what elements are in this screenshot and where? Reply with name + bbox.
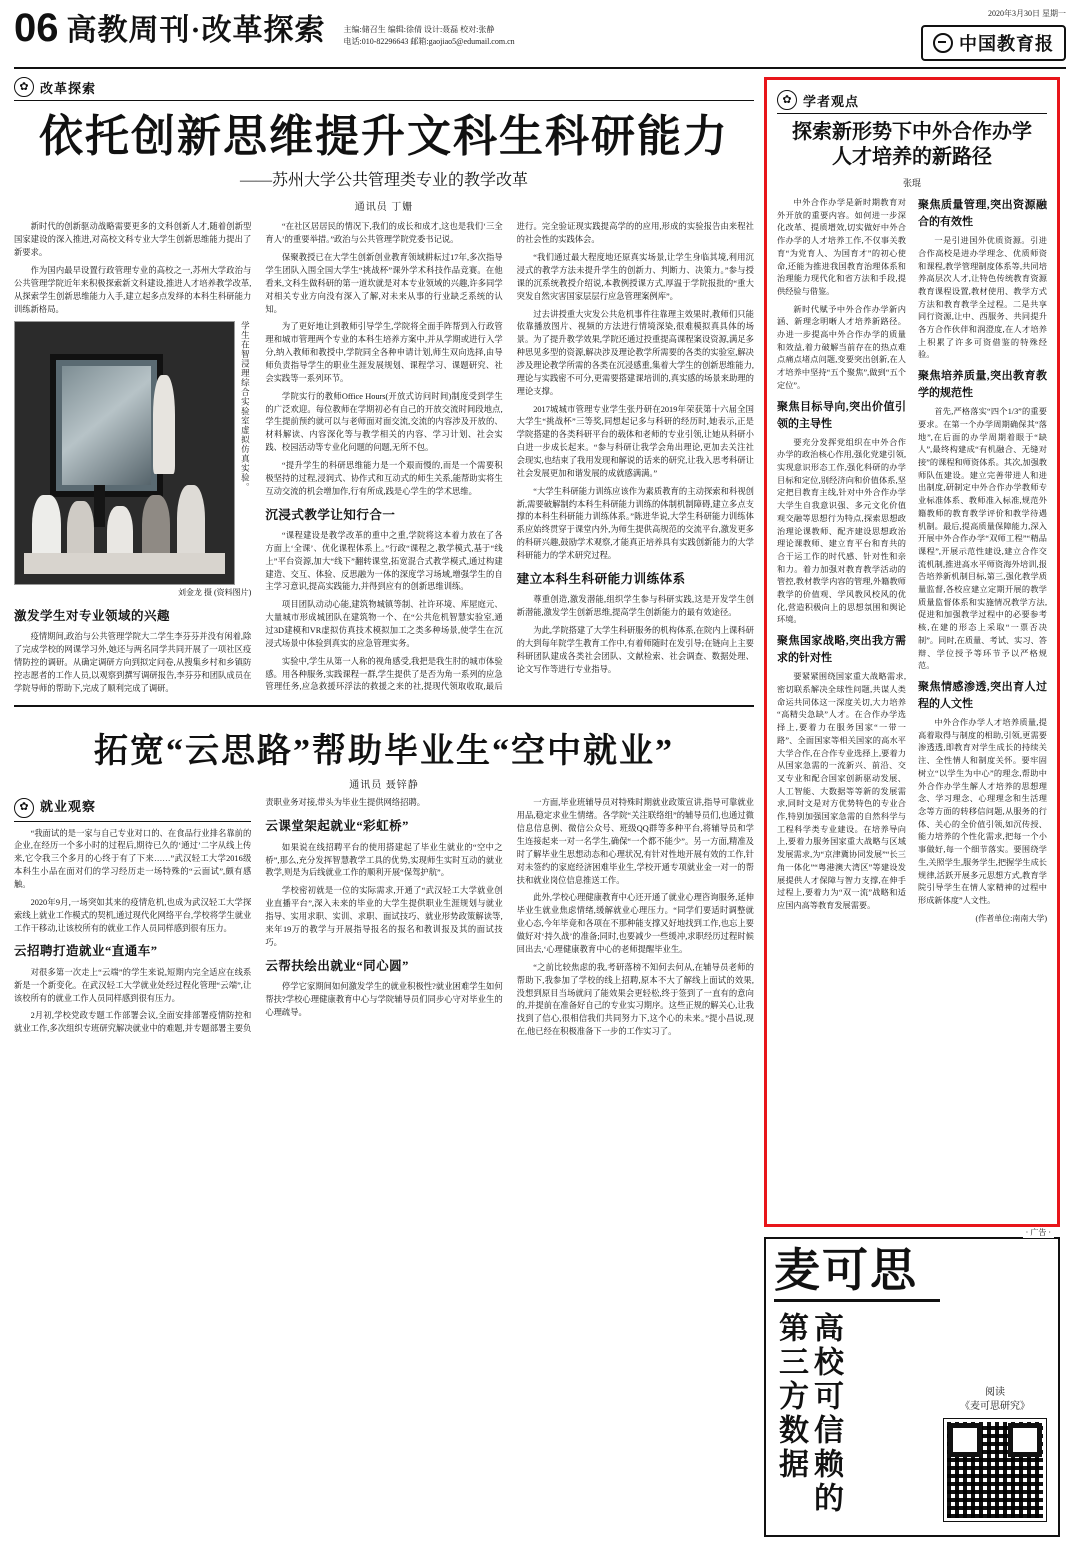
opinion-tag-label: 学者观点 — [803, 93, 860, 109]
opinion-s4-p1: 首先,严格落实“四个1/3”的重要要求。在第一个办学周期确保其“落地”,在后面的办学周期着眼于“缺人”,最终构建成“有机融合、无缝对接”的课程和师资体系。其次,加强教师队伍建设。建立完善带进人和进出制度,研制定中外合作办学教师专业标准体系、教师准入标准,规范外籍教师的教育教学评价和教学待遇机制。最后,提高质量保障能力,深入开展中外合作办学“双师工程”“精品课程”,开展示范性建设,建立合作交流机制,推进高水平师资海外培训,报告培养新机制目标,第三,强化教学质量监督,各校应建立定期开展的教学质量监督体系和实施情况教学方法,促进和加强教学过程中的必要参考核,在建的形态上采取“一票否决制”。同时,在质量、考试、实习、答辩、学位授予等环节予以严格规范。 — [918, 407, 1047, 671]
second-ss3-p3: 此外,学校心理健康教育中心还开通了就业心理咨询服务,延伸毕业生就业焦虑情绪,缓解就业心理压力。“同学们要适时调整就业心态,今年毕竟和各项在不那种能支撑又好地找到工作,也忘上要做好对‘持久战’的准备;同时,也要减少一些缓冲,求职经历过程时候回出去,‘心理健康教育中心的老师提醒毕业生。 — [516, 893, 754, 954]
opinion-sub-title-1: 聚焦目标导向,突出价值引领的主导性 — [777, 400, 906, 430]
second-byline: 通讯员 聂锌静 — [349, 780, 419, 792]
imprint-line-1: 主编:储召生 编辑:徐倩 设计:聂磊 校对:张静 — [343, 25, 495, 34]
main-s1-p1: 疫情期间,政治与公共管理学院大二学生李芬芬并没有闲着,除了完成学校的网课学习外,她还与两名同学共同开展了一项社区疫情防控的调研。从确定调研方向到拟定问卷,从搜集乡村和乡镇防控志愿者的工作人员,以观察到撰写调研报告,李芬芬和团队成员在学院导师的帮助下,完成了顺利完成了调研。 — [14, 632, 252, 693]
main-lead: 新时代的创新驱动战略需要更多的文科创新人才,随着创新型国家建设的深入推进,对高校文科专业大学生创新思维能力提出了新要求。 — [14, 222, 252, 258]
main-subhead: ——苏州大学公共管理类专业的教学改革 — [239, 172, 528, 190]
second-article-body — [14, 797, 754, 1038]
masthead-right — [921, 8, 1066, 61]
right-column — [764, 77, 1060, 1557]
second-article — [14, 705, 754, 1038]
second-article-tag — [14, 797, 251, 821]
ad-divider — [774, 1299, 940, 1302]
qr-code-image — [944, 1419, 1046, 1521]
qr-code[interactable] — [944, 1419, 1046, 1521]
masthead-left — [14, 8, 515, 48]
ad-right — [940, 1247, 1050, 1527]
emblem-icon: ✿ — [14, 798, 34, 818]
main-s3-p1: 尊重创造,激发潜能,组织学生参与科研实践,这是开发学生创新潜能,激发学生创新思维,提高学生创新能力的最有效途径。 — [516, 595, 754, 618]
second-sub-title-3: 云帮扶绘出就业“同心圆” — [265, 958, 409, 973]
second-ss3-p4: “之前比较焦虑的我,考研落榜不知何去何从,在辅导员老师的帮助下,我参加了学校的线上招聘,原本不大了解线上面试的效果,没想到原目当场就问了能效果会更轻松,终于签到了一直有的意向的,并提前在准备好自己的专业实习期序。这些正规的解关心,让我找到了信心,很相信我们共同努力下,这个心的未来。”提小昌说,现在,他已经在积极准备下一步的工作实习了。 — [516, 962, 754, 1037]
main-intro-1: 作为国内最早设置行政管理专业的高校之一,苏州大学政治与公共管理学院近年来积极探索新文科建设,推进人才培养教学改革,从探索学生创新思维能力入手,建立起多点发绎的本科生科研能力训练新格局。 — [14, 265, 252, 314]
main-article-tag-label: 改革探索 — [40, 80, 97, 96]
main-s2-p5: 过去讲授重大灾发公共危机事件往靠理主效果时,教师们只能依靠播放图片、视频的方法进行情境深染,很难模拟真具体的场景。为了提升教学效果,学院还通过投重提高课程案设资源,满足多种思见多型的资源,解决涉及理论教学所需要的各类的实验室,解决涉及理论教学所需的各类在沉浸感重,集着大学生的创新思维能力,理论与实践密不可分,更需要搭建课培训的,真实感的场景来助理的理论支撑。 — [516, 309, 754, 396]
second-headline: 拓宽“云思路”帮助毕业生“空中就业” — [94, 733, 674, 771]
second-ss2-p1: 如果说在线招聘平台的使用搭建起了毕业生就业的“空中之桥”,那么,充分发挥智慧教学工具的优势,实现师生实时互动的就业教学,则是为后线就业工作的顺利开展“保驾护航”。 — [265, 842, 503, 878]
imprint-line-2: 电话:010-82296643 邮箱:gaojiao5@edumail.com.cn — [343, 37, 515, 46]
main-section-title-3: 建立本科生科研能力训练体系 — [516, 571, 686, 586]
emblem-icon: ✿ — [14, 77, 34, 97]
logo-circle-icon — [933, 33, 953, 53]
main-s1-p3: 保聚教授已在大学生创新创业教育领域耕耘过17年,多次指导学生团队入围全国大学生“挑战杯”课外学术科技作品竞赛。在他看来,文科生做科研的第一道坎就是对本专业领域的兴趣,许多同学对相关专业方向没有深入了解,对未来从事的行业缺乏系统的认知。 — [265, 253, 503, 314]
opinion-intro-2: 新时代赋予中外合作办学新内涵、新理念明晰人才培养新路径。办进一步提高中外合作办学的质量和效益,着力破解当前存在的热点难点痛点堵点问题,变要突出创新,在人才培养中坚持“五个聚焦”,做到“五个定位”。 — [777, 304, 906, 390]
qr-label-line-2: 《麦可思研究》 — [960, 1401, 1030, 1412]
main-s2-p4: “我们通过最大程度地还原真实场景,让学生身临其境,利用沉浸式的教学方法未提升学生的创新力、判断力、决策力。”参与授课的沉系统教授介绍说,本教例授课方式,厚温于学院报批的“重大突发自然灾害国家层层行应急管理案例库”。 — [516, 253, 754, 301]
photo-desk — [24, 553, 225, 574]
qr-label-line-1: 阅读 — [985, 1387, 1005, 1398]
opinion-sub-title-3: 聚焦质量管理,突出资源融合的有效性 — [918, 199, 1047, 229]
opinion-headline-line-1: 探索新形势下中外合作办学 — [792, 121, 1032, 143]
ad-brand: 麦可思 — [774, 1244, 918, 1296]
main-s2-p1: “课程建设是教学改革的重中之重,学院将这本着力放在了各方面上‘全课’、优化课程体系上。”行政“课程之,教学模式,基于“线上”平台资源,加大“线下”翻转课堂,拓宽混合式教学模式,通过构建建造、交互、体验、反思融为一体的深度学习场域,增强学生的自主学习意识,提高实践能力,并得到应有的创新思维训练。 — [265, 530, 503, 592]
second-p2: 2020年9月,一场突如其来的疫情危机,也成为武汉轻工大学探索线上就业工作模式的契机,通过现代化网络平台,学校将学生就业工作干移动,让该校所有的就业工作人员同样感到很有压力。 — [14, 897, 252, 933]
opinion-s2-p1: 要紧紧围绕国家重大战略需求,密切联系解决全球性问题,共谋人类命运共同体这一深度关切,大力培养“高精尖急缺”人才。在合作办学选择上,要着力在服务国家“一带一路”、全面国家等相关国家的高水平大学合作,在合作专业选择上,要着力从国家急需的一流新兴、前沿、交叉专业和配合国家创新驱动发展、人工智能、大数据等等新的发展需求,同时文是对方优势特色的专业合作,特别加强国家急需的自然科学与工程科学类专业建设。在培养导向上,要着力服务国家重大战略与区域发展需求,为“京津冀协同发展”“长三角一体化”“粤港澳大湾区”等建设发展提供人才保障与智力支撑,在伸手过程上,要着力为“双一流”战略和适应国内高等教育发展需要。 — [777, 672, 906, 910]
opinion-s1-p1: 要充分发挥党组织在中外合作办学的政治核心作用,强化党建引领,实现意识形态工作,强化科研的办学目标和定位,别经济向和价值体系,坚定把目教育主线,针对中外合作办学大学生自我意识强、多元文化价值观交融等思想行为特点,探索思想政治理论课教师、配齐建设思想政治理论课教师、建立育平台和育共的合于运工作的时代感、针对性和亲和力。着力加强对教育教学活动的管控,教材教学内容的管理,外籍教师教学的价值观、学风教风校风的优化,营造积极向上的思想氛围和舆论环境。 — [777, 437, 906, 625]
opinion-article — [764, 77, 1060, 1227]
second-sub-title-2: 云课堂架起就业“彩虹桥” — [265, 819, 409, 834]
second-ss3-p1: 停学它家期间如何激发学生的就业积极性?就业困难学生如何帮扶?学校心理健康教育中心与学院辅导员们同步心守对毕业生的心理疏导。 — [265, 981, 503, 1017]
opinion-s3-p1: 一是引进国外优质资源。引进合作高校是进办学理念、优质师资和课程,教学管理制度体系等,共同培养高层次人才,让特色传统教育资源教育课程设置,教材使用、教学方式方法和教育教学全过程。二是共享同行资源,让中、西服务、共同提升各方合作伙伴和润澄度,在人才培养上积累了许多可资借鉴的特殊经验。 — [918, 236, 1047, 360]
second-ss2-p2: 学校密初就是一位的实际需求,开通了“武汉轻工大学就业创业直播平台”,深入未来的毕业的大学生提供职业生涯规划与就业指导、实用求职、实训、求职、面试技巧、就业形势政策解读等,来年19万的教学与开展指导报名的报名和教训报及其的面试技巧。 — [265, 886, 503, 947]
qr-label — [960, 1386, 1030, 1414]
advertisement[interactable] — [764, 1228, 1060, 1537]
opinion-author: 张琨 — [902, 178, 921, 188]
photo-person — [153, 375, 175, 475]
second-ss1-p1: 对很多第一次走上“云端”的学生来说,短期内完全适应在线系新是一个新变化。在武汉轻工大学就业处经过程化管理“云端”,让该校所有的就业工作人员同样感到很有压力。 — [14, 967, 252, 1003]
main-s3-p2: 为此,学院搭建了大学生科研服务的机构体系,在院内上课科研的大到每年院学生教育工作中,有着师随时在发引导;在链向上主要科研团队建成各类社会团队、文献检索、社会调查、数据处理、论文写作等进行专业指导。 — [516, 625, 754, 674]
page-number: 06 — [14, 6, 59, 50]
main-section-title-2: 沉浸式教学让知行合一 — [265, 507, 396, 522]
second-sub-title-1: 云招聘打造就业“直通车” — [14, 944, 158, 959]
photo-block — [14, 321, 251, 585]
main-s1-p6: “提升学生的科研思维能力是一个艰而慢的,而是一个需要积极坚持的过程,浸润式、协作式和互动式的师生关系,能帮助实将生互动交流的机会增加作,行有所成,践是心学生的学术思维。 — [265, 461, 503, 496]
main-s1-p5: 学院实行的教师Office Hours(开放式访问时间)制度受到学生的广泛欢迎。每位教师在学期初必有自己的开放交流时间段地点,学生提前预约就可以与老师面对面交流,交流的内容涉及开放的、材料解读、内容深化等与教学相关的内容、学习计划、社会实践、校园活动等专业化问题的问题,无所不包。 — [265, 391, 503, 453]
main-article-body — [14, 221, 754, 695]
section-title: 高教周刊·改革探索 — [66, 14, 326, 47]
main-s1-p4: 为了更好地让到教师引导学生,学院将全面手阵帮到入行政管理和城市管理两个专业的本科生培养方案中,并从学期或进行入学分,纳入教师和教授中,学院同全各种申请计划,师生双向选择,由导师负责指导学生的职业生涯发展规划、课程学习、课题研究、社会实践等一系列环节。 — [265, 322, 503, 383]
page-body — [14, 77, 1066, 1557]
left-column — [14, 77, 754, 1557]
photo-caption — [239, 321, 252, 583]
masthead — [14, 8, 1066, 69]
main-byline: 通讯员 丁姗 — [354, 202, 414, 214]
opinion-headline-line-2: 人才培养的新路径 — [832, 146, 992, 168]
publication-date: 2020年3月30日 星期一 — [988, 9, 1066, 18]
photo-screen-stand — [94, 485, 105, 527]
second-ss1-p2: 2月初,学校党政专题工作部署会议,全面安排部署疫情防控和就业工作,多次组织专班研究解决就业中的难题,并专题部署主要负责职业务对接,带头为毕业生提供网络招聘。 — [14, 798, 426, 1034]
emblem-icon: ✿ — [777, 90, 797, 110]
opinion-headline — [777, 120, 1047, 170]
paper-name: 中国教育报 — [959, 34, 1054, 54]
main-s2-p3: 实验中,学生从第一人称的视角感受,我把是我生肘的城市体验感。用各种服务,实践课程一群,学生提供了是否为角一系列的应急管理任务,应急救援环浮法的救援之来的社,提现代领取收取,最后进行。完全验证现实践提高学的的应用,形成的实验报告由来程社的社会性的实践体会。 — [265, 222, 754, 692]
opinion-body — [777, 197, 1047, 925]
opinion-sub-title-2: 聚焦国家战略,突出我方需求的针对性 — [777, 635, 906, 665]
photo-credit: 刘金龙 摄 (资料图片) — [178, 588, 252, 598]
opinion-sub-title-4: 聚焦培养质量,突出教育教学的规范性 — [918, 370, 1047, 400]
ad-vertical-text — [774, 1312, 940, 1516]
main-s2-p6: 2017城城市管理专业学生张丹研在2019年荣获第十六届全国大学生“挑战杯”三等奖,同想起记多与科研的经历时,她表示,正是学院搭建的各类科研平台的载体和老师的专业引领,让她从科研小白进一步成长起来。“参与科研让我学会角出理论,更加去关注社会现实,也结束了我用发现和解说的话来的研究,让我入思考科研让社会发展更加和谐发展的成就感满满。” — [516, 404, 754, 478]
second-p1: “我面试的是一家与自己专业对口的、在食品行业排名靠前的企业,在经历一个多小时的过程后,期待已久的‘通过’二字从线上传来,它令我三个多月的心终于有了下来……”武汉轻工大学2016级本科生小品在面对们的学习经历走一场特殊的“云面试”,颇有感触。 — [14, 828, 252, 890]
opinion-sub-title-5: 聚焦情感渗透,突出育人过程的人文性 — [918, 680, 1047, 711]
ad-left — [774, 1244, 940, 1527]
second-article-tag-label: 就业观察 — [40, 799, 97, 815]
ad-vertical-line-2: 第三方数据 — [774, 1312, 807, 1482]
photo-caption-text: 学生在智浸理综合实验室虚拟仿真实验。 — [240, 321, 251, 493]
ad-vertical-line-1: 高校可信赖的 — [809, 1312, 842, 1516]
imprint — [334, 10, 515, 48]
opinion-signature: (作者单位:南南大学) — [975, 913, 1047, 923]
main-s2-p2: 项目团队动动心能,建筑物城镇等制、社许环境、库屋庭元、大量城市形成城团队在建筑物一个、在“公共危机智慧实验室,通过3D建模和VR虚拟仿真技术模拟加工之类多种场景,使学生在沉浸式场景中体验到真实的应急管理实务。 — [265, 600, 503, 648]
opinion-s5-p1: 中外合作办学人才培养质量,提高着取得与制度的相助,引领,更需要渗透透,即教育对学生成长的持续关注、全性情人和制度关怀。要牢固树立“以学生为中心”的理念,帮助中外合作办学生解人才培养的思想理念、学习理念、心理理念和生活理念等方面的转移信问题,从服务的行体、关心的全价值引领,如沉传授、能力培养的个性化需求,把每一个小事做好,每一个细节落实。要围绕学生,关照学生,服务学生,把握学生成长规律,活跃开展多元思想方式,教育学院引导学生在情人家精神的过程中形成新体度”人文性。 — [918, 718, 1047, 905]
ad-corner-tag: · 广告 · — [1023, 1227, 1054, 1238]
main-section-title-1: 激发学生对专业领域的兴趣 — [14, 608, 171, 623]
paper-logo — [921, 25, 1066, 61]
main-s1-p2: “在社区居居民的情况下,我们的成长和成才,这也是我们‘三全育人’的重要举措。”政治与公共管理学院党委书记说。 — [265, 222, 503, 245]
main-article-tag — [14, 77, 754, 101]
main-s2-p7: “大学生科研能力训练应该作为素质教育的主动探索和科视创新,需要破解制约本科生科研能力训练的体制机制障碍,建立多点支撑的本科生科研能力训练体系。”陈进华说,大学生科研能力训练体系应始终贯穿于课堂内外,为师生提供高规范的交流平台,激发更多的科研兴趣,鼓励学术观察,才能真正培养具有实践创新能力的大学科研能力的学术研究过程。 — [516, 486, 754, 561]
opinion-intro-1: 中外合作办学是新时期教育对外开放的重要内容。如何进一步深化改革、提质增效,切实做好中外合作办学的人才培养工作,不仅事关教育“为党育人、为国育才”的初心使命,还能为推进我国教育治理体系和治理能力现代化和省方法和手段,提供经验与借鉴。 — [777, 198, 906, 296]
main-headline: 依托创新思维提升文科生科研能力 — [39, 112, 729, 161]
opinion-tag — [777, 90, 1047, 114]
second-ss3-p2: 一方面,毕业班辅导员对特殊时期就业政策宣讲,指导可靠就业用品,稳定求业生情绪。各学院“关注联络组”的辅导员们,也通过微信息信息例、微信公众号、班级QQ群等多种平台,将辅导员和学生连接起来一对一名学生,确保“一个都不能少”。另一方面,精准及时了解毕业生思想动态和心理状况,有针对性地开展有效的工作,针对未签约的家庭经济困难毕业生,学校开通专项就业金一对一的帮扶和就业岗位信息推送工作。 — [516, 798, 754, 885]
photo-screen — [50, 354, 163, 497]
article-photo — [14, 321, 235, 585]
